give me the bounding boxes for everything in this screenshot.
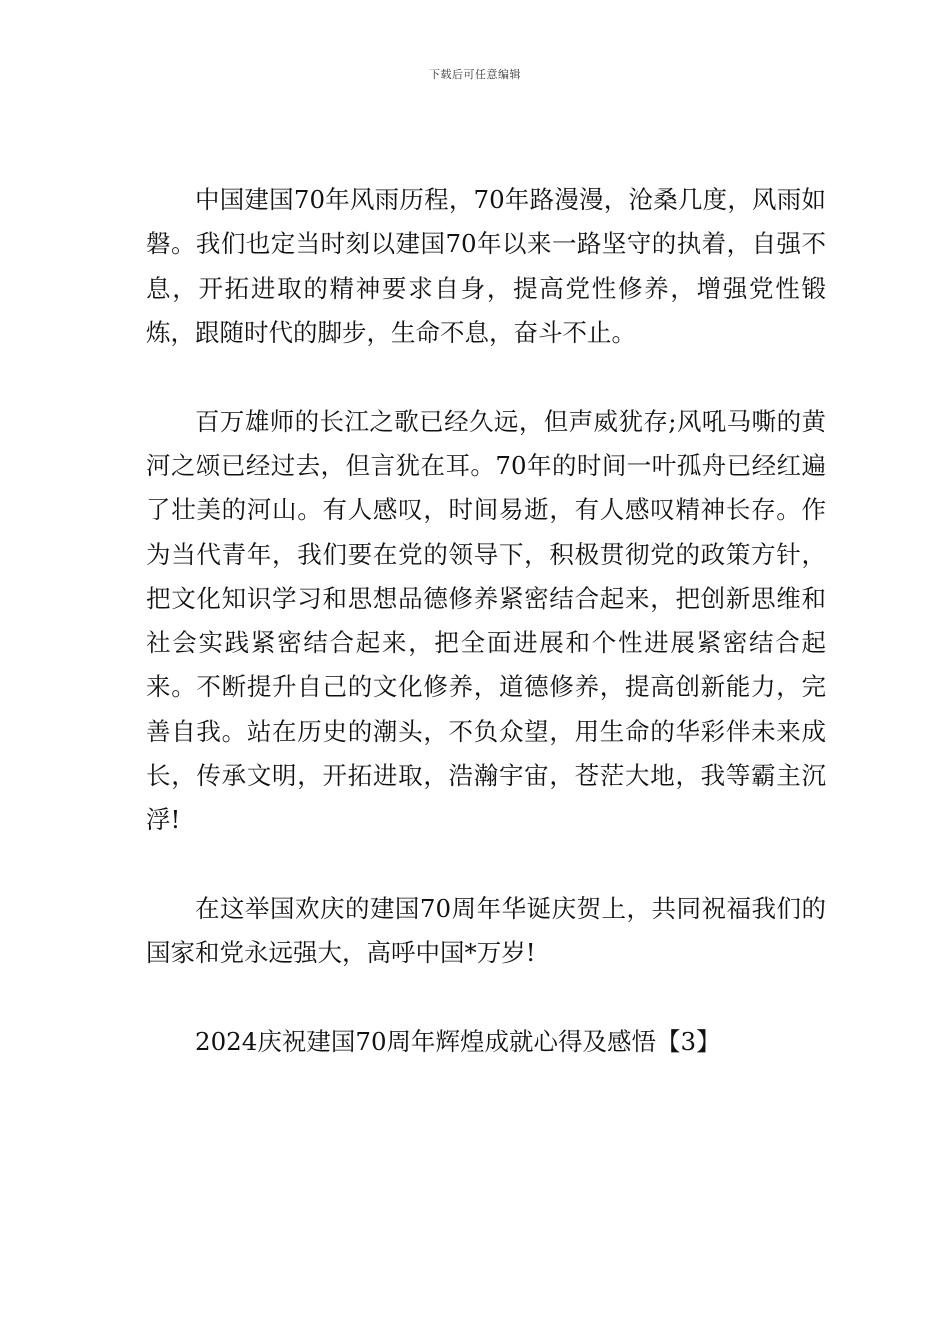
page-header-note: 下载后可任意编辑 — [429, 68, 521, 81]
paragraph-2: 百万雄师的长江之歌已经久远，但声威犹存;风吼马嘶的黄河之颂已经过去，但言犹在耳。70年的时间一叶孤舟已经红遍了壮美的河山。有人感叹，时间易逝，有人感叹精神长存。作为当代青年，我们要在党的领导下，积极贯彻党的政策方针，把文化知识学习和思想品德修养紧密结合起来，把创新思维和社会实践紧密结合起来，把全面进展和个性进展紧密结合起来。不断提升自己的文化修养，道德修养，提高创新能力，完善自我。站在历史的潮头，不负众望，用生命的华彩伴未来成长，传承文明，开拓进取，浩瀚宇宙，苍茫大地，我等霸主沉浮! — [146, 406, 826, 835]
paragraph-3: 在这举国欢庆的建国70周年华诞庆贺上，共同祝福我们的国家和党永远强大，高呼中国*万岁! — [146, 894, 826, 968]
paragraph-1: 中国建国70年风雨历程，70年路漫漫，沧桑几度，风雨如磐。我们也定当时刻以建国70年以来一路坚守的执着，自强不息，开拓进取的精神要求自身，提高党性修养，增强党性锻炼，跟随时代的脚步，生命不息，奋斗不止。 — [146, 185, 826, 347]
document-body — [146, 178, 826, 1065]
section-heading: 2024庆祝建国70周年辉煌成就心得及感悟【3】 — [195, 1027, 721, 1057]
